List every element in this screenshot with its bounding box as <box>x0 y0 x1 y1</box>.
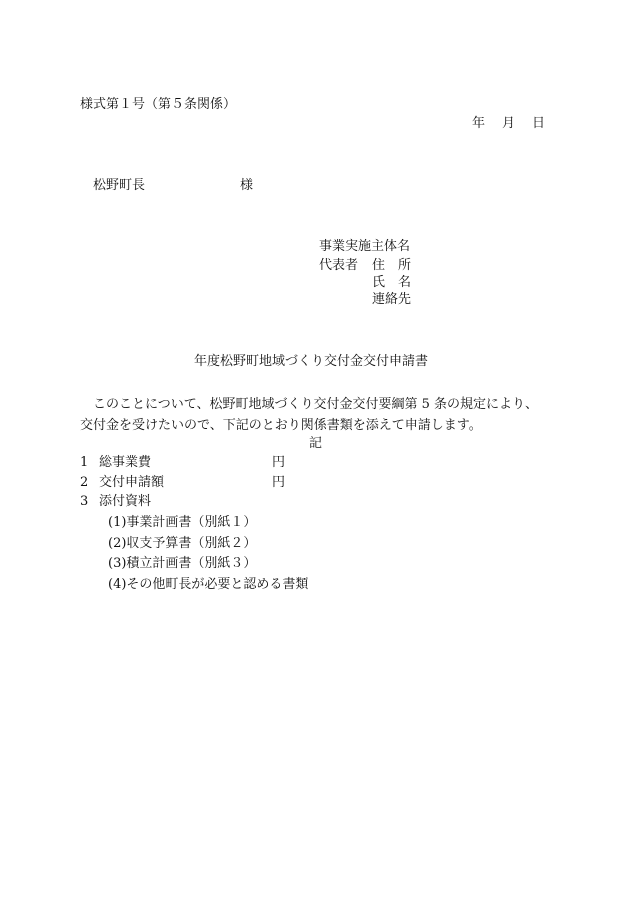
document-title: 年度松野町地域づくり交付金交付申請書 <box>194 354 429 369</box>
item-label-total-cost: 総事業費 <box>99 455 152 470</box>
item-unit: 円 <box>272 475 286 490</box>
item-label-requested-amount: 交付申請額 <box>99 475 165 490</box>
body-paragraph: このことについて、松野町地域づくり交付金交付要綱第 5 条の規定により、交付金を受けたいので、下記のとおり関係書類を添えて申請します。 <box>80 397 539 433</box>
attachment-item: (2)収支予算書（別紙２） <box>108 536 257 551</box>
applicant-contact-label: 連絡先 <box>372 292 412 307</box>
applicant-rep-label: 代表者 <box>319 258 359 273</box>
item-label-attachments: 添付資料 <box>99 494 152 509</box>
ki-label: 記 <box>309 436 323 451</box>
date-line: 年 月 日 <box>472 116 548 131</box>
item-unit: 円 <box>272 455 286 470</box>
item-number: 2 <box>80 475 89 490</box>
attachment-item: (4)その他町長が必要と認める書類 <box>108 577 309 592</box>
applicant-org-label: 事業実施主体名 <box>319 239 411 254</box>
addressee-name: 松野町長 <box>93 178 146 193</box>
attachment-item: (1)事業計画書（別紙１） <box>108 515 257 530</box>
form-number: 様式第１号（第５条関係） <box>80 97 237 112</box>
applicant-address-label: 住 所 <box>372 258 412 273</box>
addressee-honorific: 様 <box>240 178 254 193</box>
item-number: 3 <box>80 494 89 509</box>
item-number: 1 <box>80 455 89 470</box>
applicant-name-label: 氏 名 <box>372 275 412 290</box>
attachment-item: (3)積立計画書（別紙３） <box>108 556 257 571</box>
